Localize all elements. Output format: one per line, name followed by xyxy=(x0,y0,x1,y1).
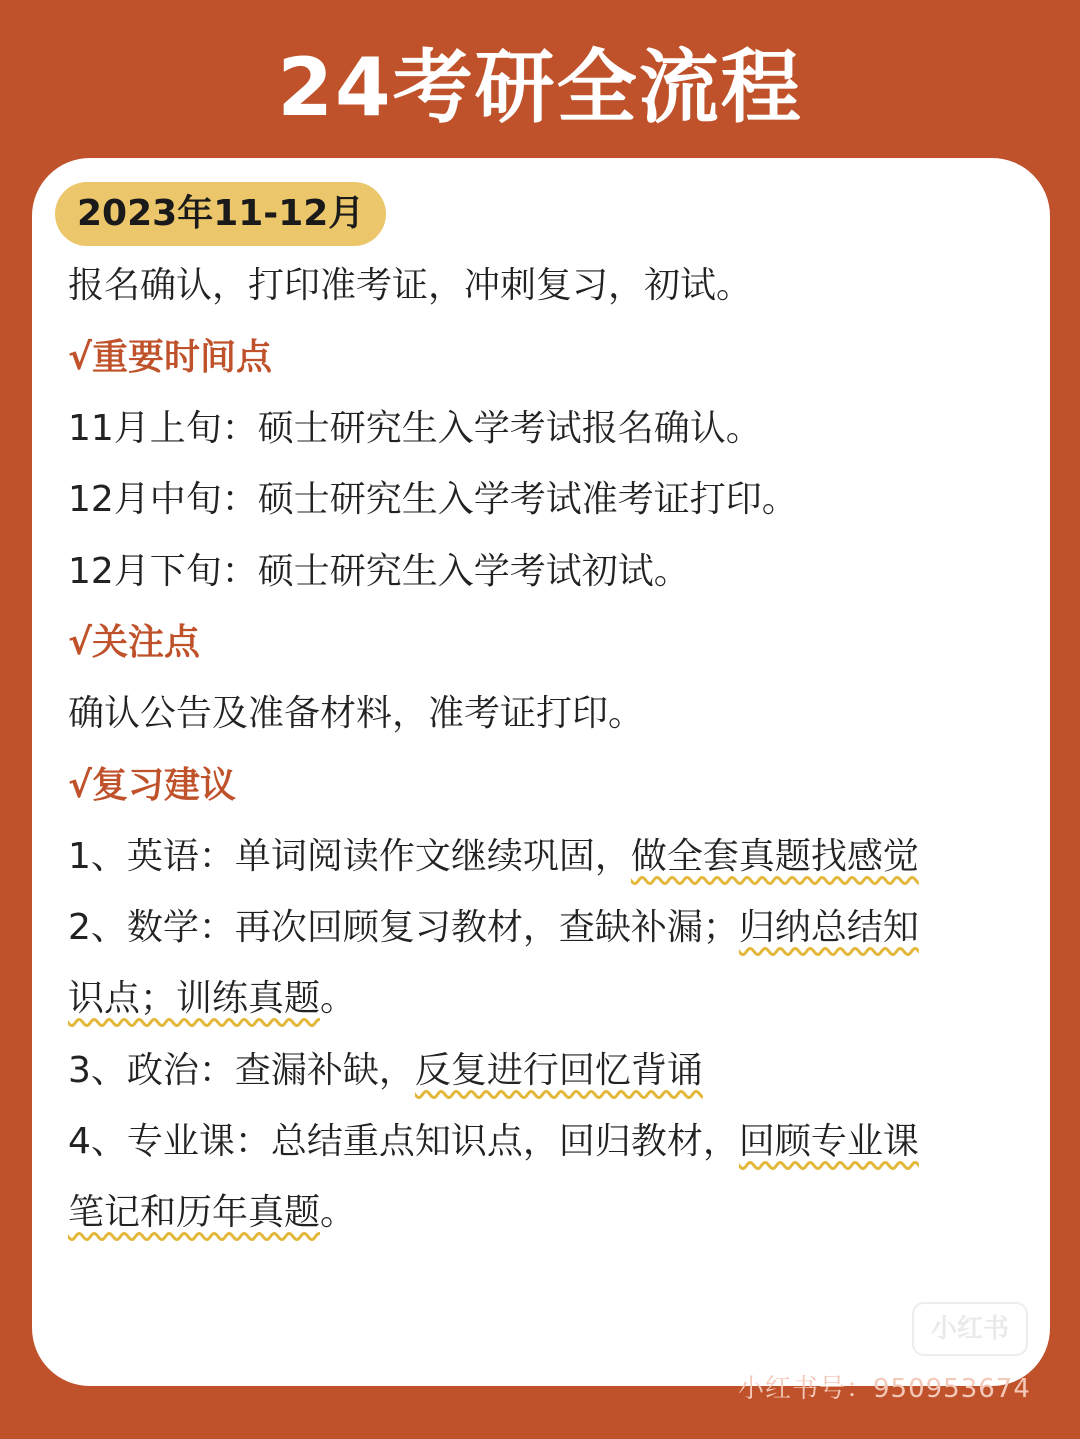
timeline-item-1: 11月上旬：硕士研究生入学考试报名确认。 xyxy=(68,408,762,449)
advice-major-tail: 。 xyxy=(320,1192,357,1233)
advice-heading: √复习建议 xyxy=(68,765,237,806)
advice-politics-highlight: 反复进行回忆背诵 xyxy=(414,1050,703,1091)
date-pill: 2023年11-12月 xyxy=(55,182,386,246)
advice-major-text: 4、专业课：总结重点知识点，回归教材， xyxy=(68,1121,739,1162)
advice-math-continued xyxy=(68,975,356,1023)
advice-major-highlight-2: 笔记和历年真题 xyxy=(68,1192,321,1233)
page-title: 24考研全流程 xyxy=(277,41,803,134)
advice-major-highlight: 回顾专业课 xyxy=(738,1121,919,1162)
timeline-heading: √重要时间点 xyxy=(68,337,273,378)
timeline-item-2: 12月中旬：硕士研究生入学考试准考证打印。 xyxy=(68,479,798,520)
advice-math-highlight: 归纳总结知 xyxy=(738,907,919,948)
focus-heading: √关注点 xyxy=(68,622,201,663)
summary-text: 报名确认，打印准考证，冲刺复习，初试。 xyxy=(68,265,753,306)
advice-major xyxy=(68,1118,919,1166)
advice-english-highlight: 做全套真题找感觉 xyxy=(630,836,919,877)
watermark-logo: 小红书 xyxy=(912,1302,1028,1356)
watermark-text: 小红书号：950953674 xyxy=(738,1374,1031,1404)
advice-major-continued xyxy=(68,1189,356,1237)
advice-politics-text: 3、政治：查漏补缺， xyxy=(68,1050,415,1091)
advice-english-text: 1、英语：单词阅读作文继续巩固， xyxy=(68,836,631,877)
advice-english xyxy=(68,833,919,881)
timeline-item-3: 12月下旬：硕士研究生入学考试初试。 xyxy=(68,551,690,592)
advice-politics xyxy=(68,1047,703,1095)
advice-math-text: 2、数学：再次回顾复习教材，查缺补漏； xyxy=(68,907,739,948)
focus-text: 确认公告及准备材料，准考证打印。 xyxy=(68,693,645,734)
advice-math-tail: 。 xyxy=(320,978,357,1019)
advice-math xyxy=(68,904,919,952)
advice-math-highlight-2: 识点；训练真题 xyxy=(68,978,321,1019)
